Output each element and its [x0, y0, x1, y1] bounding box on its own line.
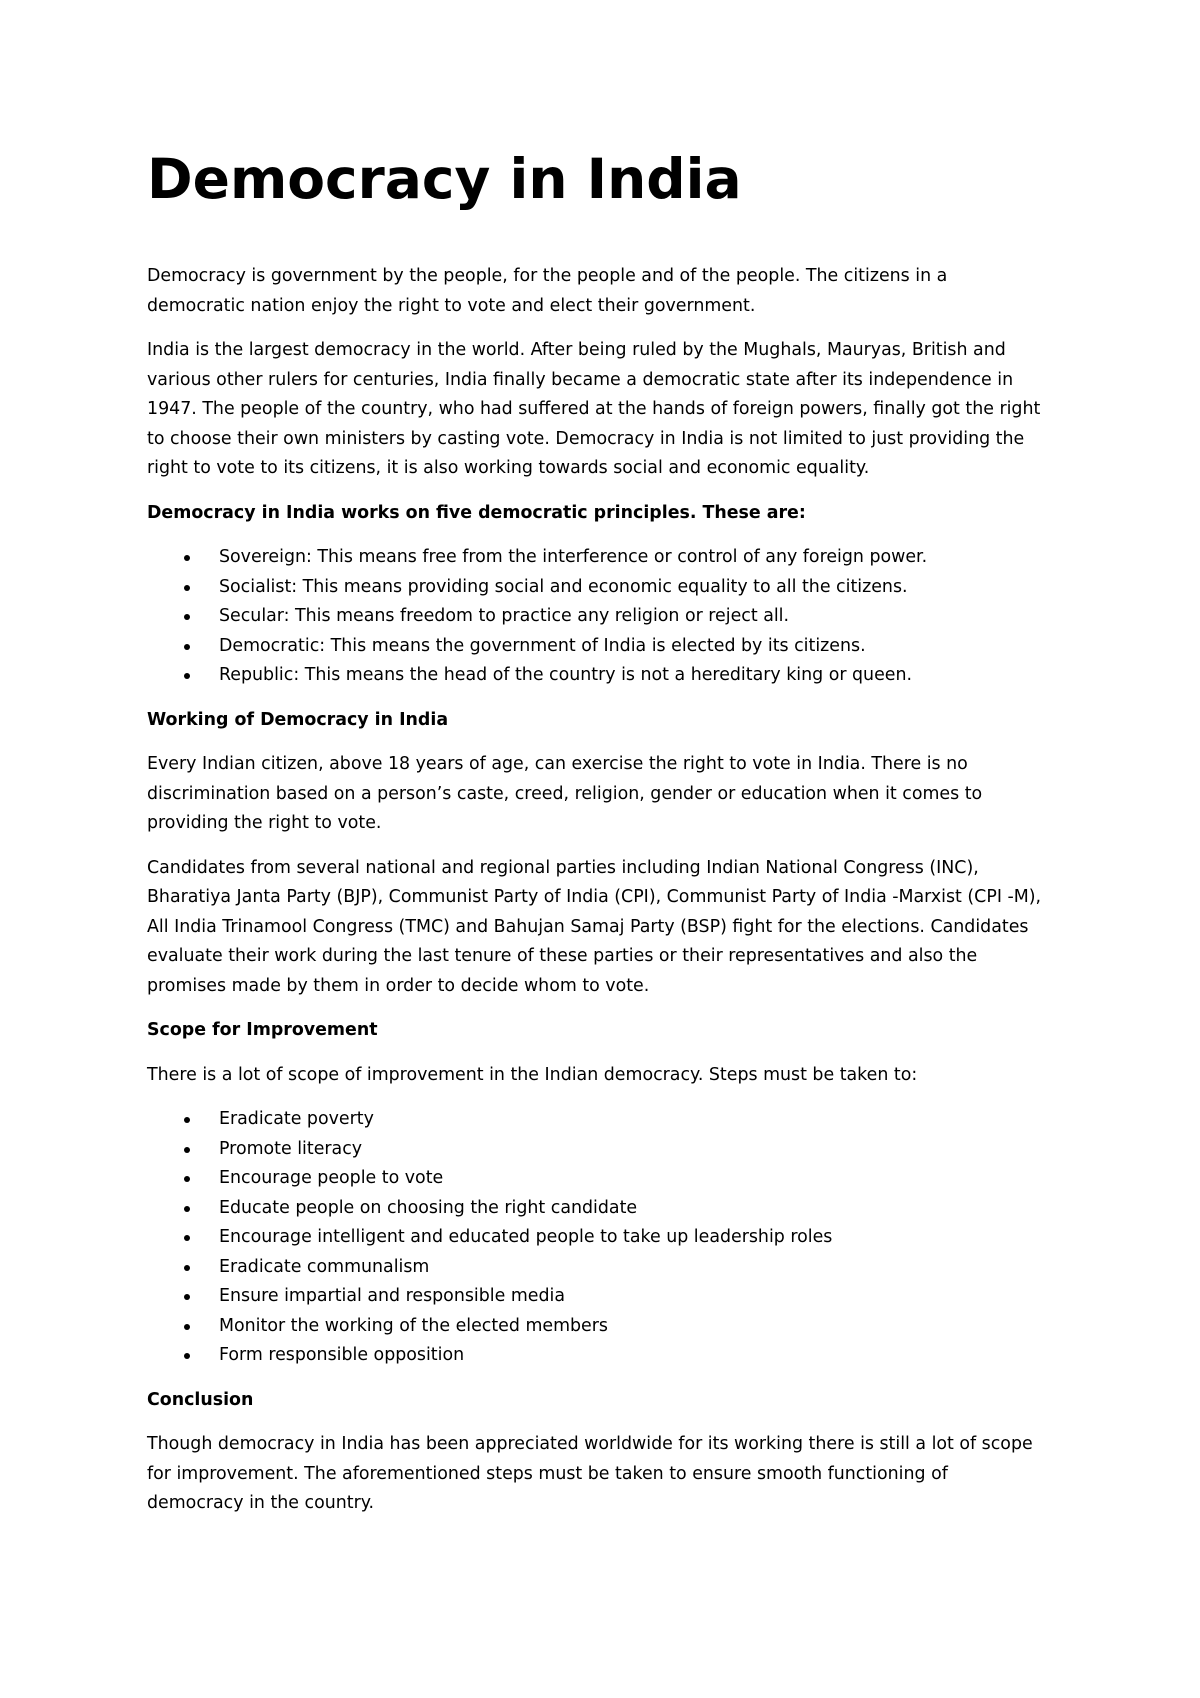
- intro-paragraph-2: India is the largest democracy in the world. After being ruled by the Mughals, Mauryas, British and various other rulers for centuries, India finally became a democratic state after its independence in 1947. The people of the country, who had suffered at the hands of foreign powers, finally got the right to choose their own ministers by casting vote. Democracy in India is not limited to just providing the right to vote to its citizens, it is also working towards social and economic equality.: [147, 340, 1041, 478]
- list-item: [147, 632, 1047, 662]
- list-item-text: Form responsible opposition: [219, 1345, 465, 1365]
- list-item: [147, 1164, 1047, 1194]
- bullet-icon: [184, 585, 190, 591]
- bullet-icon: [184, 1235, 190, 1241]
- bullet-icon: [184, 1324, 190, 1330]
- list-item: [147, 1105, 1047, 1135]
- document-page: [147, 140, 1047, 1534]
- list-item: [147, 1341, 1047, 1371]
- intro-paragraph-1: Democracy is government by the people, for the people and of the people. The citizens in a democratic nation enjoy the right to vote and elect their government.: [147, 266, 948, 316]
- document-title: Democracy in India: [147, 147, 742, 211]
- list-item-text: Monitor the working of the elected members: [219, 1315, 608, 1336]
- conclusion-paragraph: Though democracy in India has been appreciated worldwide for its working there is still a lot of scope for improvement. The aforementioned steps must be taken to ensure smooth functioning of democracy in the country.: [147, 1434, 1033, 1513]
- list-item-text: Democratic: This means the government of India is elected by its citizens.: [219, 635, 866, 656]
- list-item-text: Republic: This means the head of the country is not a hereditary king or queen.: [219, 665, 913, 685]
- list-item: [147, 602, 1047, 632]
- list-item-text: Encourage people to vote: [219, 1168, 444, 1188]
- list-item: [147, 543, 1047, 573]
- list-item-text: Eradicate communalism: [219, 1256, 430, 1277]
- steps-list: [147, 1105, 1047, 1371]
- list-item-text: Educate people on choosing the right candidate: [219, 1197, 638, 1218]
- bullet-icon: [184, 614, 190, 620]
- principles-list: [147, 543, 1047, 691]
- list-item-text: Eradicate poverty: [219, 1109, 374, 1129]
- list-item: [147, 1312, 1047, 1342]
- list-item: [147, 1253, 1047, 1283]
- principles-heading: Democracy in India works on five democratic principles. These are:: [147, 502, 806, 523]
- scope-heading: Scope for Improvement: [147, 1020, 378, 1040]
- list-item: [147, 1282, 1047, 1312]
- list-item: [147, 573, 1047, 603]
- list-item-text: Secular: This means freedom to practice any religion or reject all.: [219, 606, 790, 626]
- bullet-icon: [184, 1176, 190, 1182]
- bullet-icon: [184, 1353, 190, 1359]
- list-item: [147, 661, 1047, 691]
- list-item-text: Sovereign: This means free from the interference or control of any foreign power.: [219, 547, 928, 567]
- bullet-icon: [184, 644, 190, 650]
- list-item: [147, 1194, 1047, 1224]
- scope-paragraph: There is a lot of scope of improvement in the Indian democracy. Steps must be taken to:: [147, 1064, 918, 1085]
- working-heading: Working of Democracy in India: [147, 709, 449, 730]
- list-item-text: Socialist: This means providing social and economic equality to all the citizens.: [219, 576, 908, 597]
- list-item: [147, 1223, 1047, 1253]
- bullet-icon: [184, 1147, 190, 1153]
- bullet-icon: [184, 555, 190, 561]
- bullet-icon: [184, 1117, 190, 1123]
- bullet-icon: [184, 1206, 190, 1212]
- list-item-text: Ensure impartial and responsible media: [219, 1286, 566, 1306]
- conclusion-heading: Conclusion: [147, 1389, 254, 1410]
- list-item-text: Encourage intelligent and educated people to take up leadership roles: [219, 1227, 833, 1247]
- bullet-icon: [184, 673, 190, 679]
- working-paragraph-2: Candidates from several national and regional parties including Indian National Congress (INC), Bharatiya Janta Party (BJP), Communist Party of India (CPI), Communist Party of India -Marxist (CPI -M), All India Trinamool Congress (TMC) and Bahujan Samaj Party (BSP) fight for the elections. Candidates evaluate their work during the last tenure of these parties or their representatives and also the promises made by them in order to decide whom to vote.: [147, 857, 1042, 996]
- list-item-text: Promote literacy: [219, 1138, 363, 1159]
- list-item: [147, 1135, 1047, 1165]
- working-paragraph-1: Every Indian citizen, above 18 years of age, can exercise the right to vote in India. There is no discrimination based on a person’s caste, creed, religion, gender or education when it comes to providing the right to vote.: [147, 754, 983, 833]
- bullet-icon: [184, 1294, 190, 1300]
- bullet-icon: [184, 1265, 190, 1271]
